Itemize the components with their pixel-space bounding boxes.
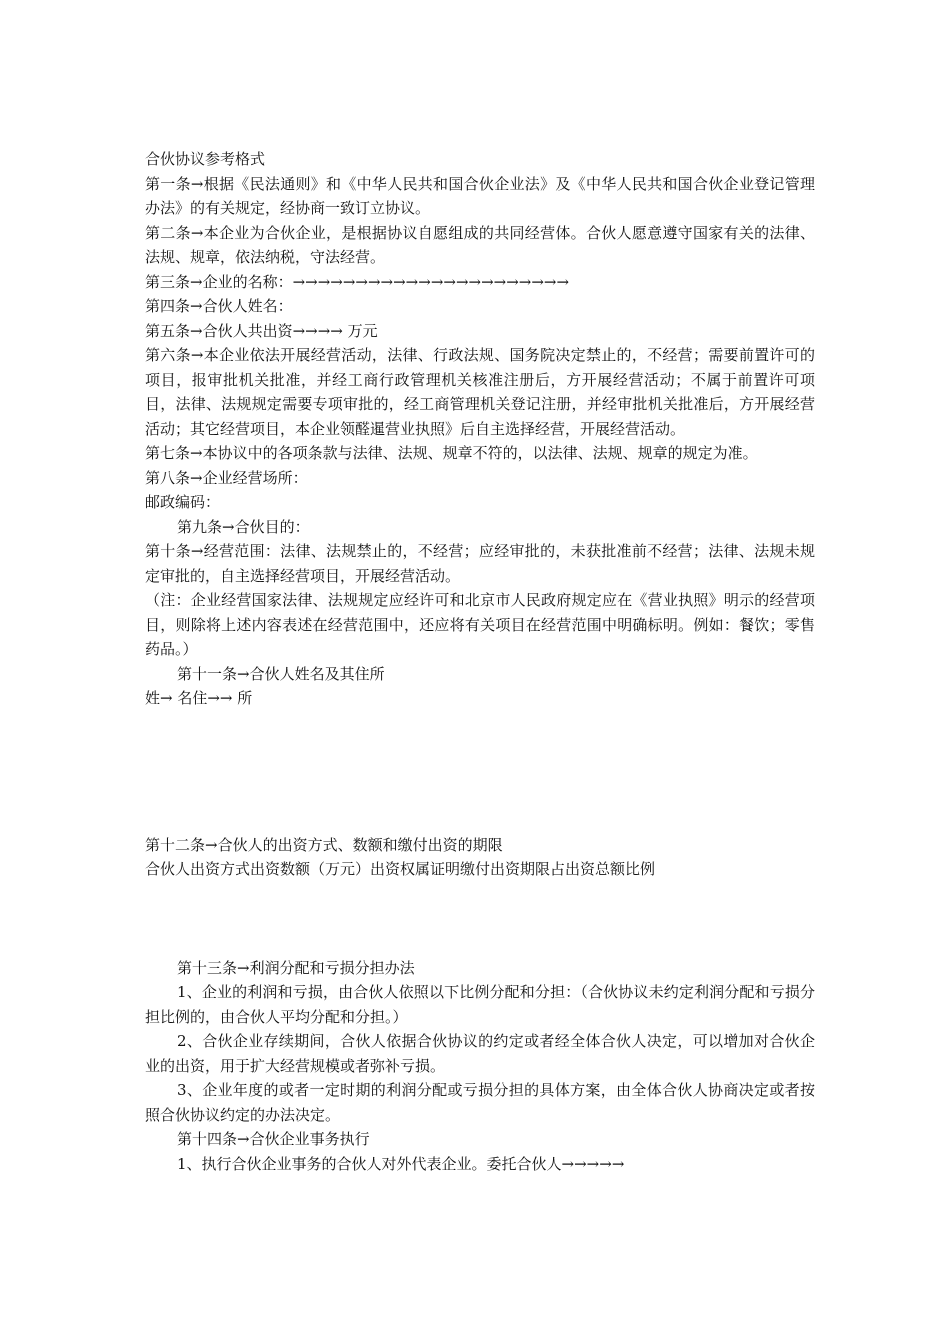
article-9: 第九条→合伙目的：: [177, 517, 310, 536]
postal-code-line: 邮政编码：: [145, 493, 221, 511]
article-2: 第二条→本企业为合伙企业，是根据协议自愿组成的共同经营体。合伙人愿意遵守国家有关的法律、法规、规章，依法纳税，守法经营。: [145, 223, 815, 266]
article-13-item-1: 1、企业的利润和亏损，由合伙人依照以下比例分配和分担：（合伙协议未约定利润分配和亏损分担比例的，由合伙人平均分配和分担。）: [145, 983, 815, 1026]
article-1: 第一条→根据《民法通则》和《中华人民共和国合伙企业法》及《中华人民共和国合伙企业登记管理办法》的有关规定，经协商一致订立协议。: [145, 174, 815, 217]
article-7: 第七条→本协议中的各项条款与法律、法规、规章不符的，以法律、法规、规章的规定为准。: [145, 444, 758, 462]
article-13-item-3: 3、企业年度的或者一定时期的利润分配或亏损分担的具体方案，由全体合伙人协商决定或者按照合伙协议约定的办法决定。: [145, 1081, 815, 1124]
article-10-note: （注：企业经营国家法律、法规规定应经许可和北京市人民政府规定应在《营业执照》明示的经营项目，则除将上述内容表述在经营范围中，还应将有关项目在经营范围中明确标明。例如：餐饮；零售药品。）: [145, 591, 815, 658]
article-8: 第八条→企业经营场所：: [145, 468, 308, 487]
blank-table-area: [145, 711, 815, 833]
article-3: 第三条→企业的名称：→→→→→→→→→→→→→→→→→→→→→→: [145, 272, 570, 291]
document-body: [145, 147, 815, 1176]
article-12-table-header: 合伙人出资方式出资数额（万元）出资权属证明缴付出资期限占出资总额比例: [145, 860, 656, 878]
blank-table-area: [145, 882, 815, 956]
article-10: 第十条→经营范围：法律、法规禁止的，不经营；应经审批的，未获批准前不经营；法律、法规未规定审批的，自主选择经营项目，开展经营活动。: [145, 542, 815, 585]
article-12: 第十二条→合伙人的出资方式、数额和缴付出资的期限: [145, 835, 503, 854]
article-14-item-1: 1、执行合伙企业事务的合伙人对外代表企业。委托合伙人→→→→→: [177, 1154, 625, 1173]
article-11: 第十一条→合伙人姓名及其住所: [177, 664, 385, 683]
article-4: 第四条→合伙人姓名：: [145, 297, 293, 315]
article-14: 第十四条→合伙企业事务执行: [177, 1130, 370, 1148]
article-11-table-header: 姓→ 名住→→ 所: [145, 689, 253, 707]
article-13: 第十三条→利润分配和亏损分担办法: [177, 958, 415, 977]
article-13-item-2: 2、合伙企业存续期间，合伙人依据合伙协议的约定或者经全体合伙人决定，可以增加对合伙企业的出资，用于扩大经营规模或者弥补亏损。: [145, 1032, 815, 1075]
article-5: 第五条→合伙人共出资→→→→ 万元: [145, 321, 378, 340]
article-6: 第六条→本企业依法开展经营活动，法律、行政法规、国务院决定禁止的，不经营；需要前置许可的项目，报审批机关批准，并经工商行政管理机关核准注册后，方开展经营活动；不属于前置许可项目，法律、法规规定需要专项审批的，经工商管理机关登记注册，并经审批机关批准后，方开展经营活动；其它经营项目，本企业领醛暹营业执照》后自主选择经营，开展经营活动。: [145, 346, 815, 438]
document-title: 合伙协议参考格式: [145, 150, 266, 168]
